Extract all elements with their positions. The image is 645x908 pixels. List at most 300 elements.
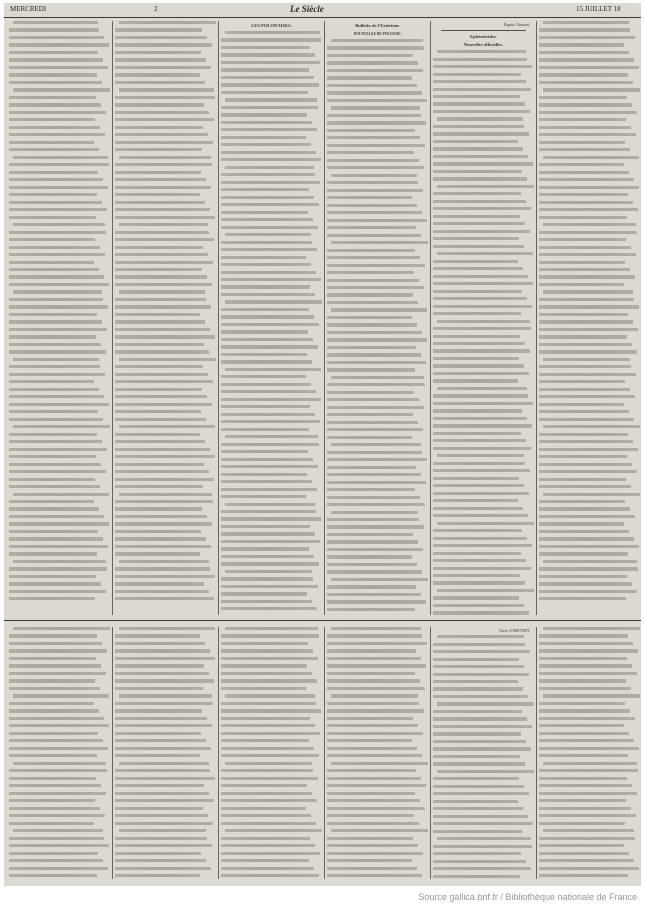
text-line: [221, 188, 309, 191]
text-line: [539, 253, 636, 256]
column-divider: [112, 627, 113, 879]
text-line: [327, 540, 418, 543]
text-line: [539, 335, 627, 338]
text-line: [221, 739, 309, 742]
text-line: [327, 844, 418, 847]
text-line: [9, 410, 98, 413]
text-line: [119, 762, 209, 765]
text-line: [115, 261, 213, 264]
text-line: [221, 61, 320, 64]
text-line: [433, 379, 518, 382]
text-line: [9, 455, 96, 458]
text-line: [539, 283, 624, 286]
text-line: [539, 724, 624, 727]
text-line: [225, 570, 312, 573]
text-line: [13, 88, 110, 91]
text-line: [433, 447, 531, 450]
newspaper-title: Le Siècle: [290, 4, 324, 14]
text-line: [539, 478, 626, 481]
text-line: [539, 433, 628, 436]
text-line: [119, 627, 215, 630]
text-line: [221, 248, 317, 251]
text-line: [221, 285, 310, 288]
text-line: [327, 331, 422, 334]
text-line: [115, 410, 201, 413]
text-line: [433, 364, 524, 367]
text-line: [539, 799, 626, 802]
top-column-3: [221, 21, 322, 615]
text-line: [221, 747, 314, 750]
text-line: [433, 290, 522, 293]
text-line: [221, 136, 306, 139]
text-line: [9, 859, 103, 862]
text-line: [327, 496, 420, 499]
text-line: [115, 103, 204, 106]
text-line: [115, 567, 210, 570]
text-line: [115, 403, 212, 406]
text-line: [327, 413, 413, 416]
text-line: [327, 181, 418, 184]
text-line: [539, 81, 633, 84]
text-line: [539, 111, 637, 114]
text-line: [433, 717, 527, 720]
text-line: [9, 575, 96, 578]
text-line: [433, 342, 525, 345]
text-line: [543, 223, 636, 226]
text-line: [539, 859, 634, 862]
text-line: [327, 608, 415, 611]
text-line: [115, 118, 214, 121]
text-line: [9, 687, 100, 690]
text-line: [433, 162, 533, 165]
text-line: [221, 664, 307, 667]
text-line: [115, 739, 206, 742]
text-line: [433, 650, 530, 653]
text-line: [327, 488, 415, 491]
text-line: [115, 814, 208, 817]
text-line: [433, 132, 529, 135]
text-line: [539, 365, 631, 368]
text-line: [13, 493, 109, 496]
text-line: [433, 680, 518, 683]
text-line: [9, 874, 97, 877]
text-line: [115, 320, 205, 323]
text-line: [115, 859, 206, 862]
text-line: [327, 814, 414, 817]
text-line: [9, 799, 95, 802]
column-divider: [112, 21, 113, 615]
text-line: [115, 216, 215, 219]
text-line: [539, 679, 626, 682]
text-line: [539, 178, 634, 181]
text-line: [433, 65, 532, 68]
text-line: [327, 76, 412, 79]
text-line: [327, 657, 421, 660]
text-line: [221, 330, 308, 333]
text-line: [327, 69, 423, 72]
bottom-column-6: [539, 627, 640, 879]
text-line: [539, 395, 635, 398]
text-line: [225, 31, 320, 34]
text-line: [539, 141, 625, 144]
text-line: [115, 201, 205, 204]
text-line: [221, 837, 310, 840]
text-line: [327, 747, 417, 750]
text-line: [221, 68, 309, 71]
text-line: [115, 852, 201, 855]
text-line: [221, 687, 306, 690]
text-line: [433, 245, 524, 248]
column-divider: [536, 21, 537, 615]
text-line: [327, 264, 425, 267]
text-line: [221, 562, 319, 565]
text-line: [115, 208, 210, 211]
text-line: [9, 365, 100, 368]
text-line: [115, 111, 209, 114]
text-line: [433, 529, 522, 532]
text-line: [539, 597, 626, 600]
text-line: [221, 271, 316, 274]
text-line: [327, 518, 419, 521]
text-line: [327, 166, 424, 169]
text-line: [433, 439, 526, 442]
text-line: [9, 96, 96, 99]
text-line: [9, 440, 102, 443]
newspaper-page: [4, 3, 641, 886]
text-line: [327, 533, 413, 536]
text-line: [539, 814, 636, 817]
text-line: [115, 874, 200, 877]
text-line: [115, 335, 215, 338]
text-line: [115, 178, 206, 181]
text-line: [115, 537, 206, 540]
text-line: [221, 353, 307, 356]
text-line: [433, 349, 530, 352]
text-line: [115, 597, 214, 600]
text-line: [115, 380, 213, 383]
text-line: [433, 860, 526, 863]
text-line: [539, 567, 638, 570]
text-line: [115, 702, 213, 705]
text-line: [115, 81, 205, 84]
text-line: [221, 405, 310, 408]
text-line: [327, 593, 421, 596]
text-line: [225, 300, 322, 303]
text-line: [543, 21, 629, 24]
text-line: [115, 590, 209, 593]
text-line: [433, 469, 530, 472]
text-line: [327, 204, 417, 207]
text-line: [115, 448, 210, 451]
text-line: [115, 463, 204, 466]
text-line: [539, 448, 638, 451]
text-line: [539, 874, 628, 877]
text-line: [433, 102, 525, 105]
text-line: [437, 252, 533, 255]
text-line: [221, 799, 317, 802]
text-line: [221, 540, 320, 543]
text-line: [327, 436, 412, 439]
text-line: [9, 433, 97, 436]
text-line: [9, 73, 97, 76]
text-line: [9, 470, 106, 473]
text-line: [9, 208, 107, 211]
text-line: [221, 443, 319, 446]
text-line: [221, 413, 315, 416]
text-line: [9, 709, 99, 712]
text-line: [327, 279, 419, 282]
text-line: [539, 687, 631, 690]
text-line: [331, 627, 421, 630]
text-line: [539, 777, 627, 780]
text-line: [327, 398, 419, 401]
text-line: [327, 451, 422, 454]
text-line: [115, 343, 204, 346]
text-line: [221, 525, 310, 528]
text-line: [119, 425, 215, 428]
text-line: [539, 739, 634, 742]
text-line: [13, 358, 99, 361]
text-line: [119, 829, 206, 832]
text-line: [221, 218, 313, 221]
text-line: [543, 762, 637, 765]
text-line: [433, 230, 530, 233]
text-line: [327, 792, 415, 795]
text-line: [539, 275, 635, 278]
text-line: [539, 792, 637, 795]
text-line: [433, 710, 522, 713]
text-line: [115, 313, 200, 316]
text-line: [539, 186, 639, 189]
text-line: [221, 420, 320, 423]
text-line: [9, 747, 108, 750]
text-line: [115, 672, 209, 675]
text-line: [115, 126, 203, 129]
text-line: [437, 117, 523, 120]
text-line: [539, 440, 633, 443]
text-line: [221, 592, 307, 595]
text-line: [433, 552, 521, 555]
column-divider: [218, 21, 219, 615]
text-line: [437, 522, 534, 525]
masthead-day: MERCREDI: [10, 5, 47, 13]
text-line: [327, 548, 423, 551]
text-line: [539, 96, 627, 99]
text-line: [13, 694, 109, 697]
source-credit: Source gallica.bnf.fr / Bibliothèque nationale de France: [418, 892, 637, 902]
text-line: [13, 627, 110, 630]
text-line: [327, 406, 424, 409]
text-line: [433, 687, 523, 690]
text-line: [543, 425, 640, 428]
text-line: [115, 186, 211, 189]
text-line: [115, 36, 207, 39]
text-line: [543, 694, 640, 697]
text-line: [433, 275, 528, 278]
text-line: [13, 21, 98, 24]
text-line: [539, 171, 629, 174]
text-line: [9, 702, 94, 705]
text-line: [221, 672, 312, 675]
text-line: [9, 657, 96, 660]
text-line: [115, 141, 213, 144]
text-line: [539, 784, 632, 787]
text-line: [327, 874, 422, 877]
text-line: [115, 73, 200, 76]
text-line: [221, 634, 319, 637]
text-line: [221, 338, 313, 341]
text-line: [221, 859, 309, 862]
text-line: [539, 261, 625, 264]
text-line: [539, 747, 639, 750]
text-line: [221, 874, 319, 877]
text-line: [221, 53, 315, 56]
text-line: [543, 290, 633, 293]
text-line: [115, 709, 202, 712]
text-line: [225, 627, 318, 630]
text-line: [115, 275, 207, 278]
text-line: [9, 350, 106, 353]
text-line: [9, 246, 100, 249]
text-line: [331, 762, 428, 765]
text-line: [9, 201, 102, 204]
text-line: [9, 186, 108, 189]
text-line: [221, 278, 321, 281]
text-line: [9, 463, 101, 466]
text-line: [115, 634, 200, 637]
text-line: [119, 493, 212, 496]
text-line: [9, 373, 105, 376]
text-line: [9, 537, 103, 540]
text-line: [115, 732, 201, 735]
text-line: [327, 99, 427, 102]
text-line: [221, 709, 321, 712]
top-column-5: [433, 21, 534, 615]
text-line: [331, 241, 428, 244]
text-line: [539, 852, 629, 855]
text-line: [327, 679, 420, 682]
text-line: [331, 39, 423, 42]
text-line: [433, 611, 529, 614]
text-line: [221, 844, 315, 847]
text-line: [13, 829, 103, 832]
text-line: [539, 238, 626, 241]
text-line: [115, 43, 212, 46]
text-line: [221, 151, 316, 154]
text-line: [327, 353, 421, 356]
text-line: [221, 754, 319, 757]
text-line: [539, 28, 630, 31]
text-line: [115, 799, 214, 802]
text-line: [539, 350, 637, 353]
text-line: [539, 537, 634, 540]
text-line: [221, 46, 310, 49]
text-line: [9, 852, 98, 855]
text-line: [115, 193, 200, 196]
text-line: [433, 80, 526, 83]
text-line: [115, 418, 206, 421]
bottom-column-1: [9, 627, 110, 879]
text-line: [225, 435, 318, 438]
text-line: [115, 844, 212, 847]
text-line: [9, 597, 95, 600]
text-line: [115, 822, 213, 825]
text-line: [539, 844, 624, 847]
text-line: [327, 859, 412, 862]
text-line: [9, 111, 106, 114]
text-line: [115, 545, 211, 548]
text-line: [115, 724, 212, 727]
text-line: [9, 634, 97, 637]
text-line: [327, 481, 426, 484]
text-line: [539, 732, 629, 735]
text-line: [327, 672, 415, 675]
text-line: [327, 807, 425, 810]
text-line: [539, 43, 624, 46]
top-column-2: [115, 21, 216, 615]
text-line: [115, 777, 215, 780]
text-line: [115, 657, 215, 660]
text-line: [115, 530, 201, 533]
text-line: [9, 335, 96, 338]
text-line: [539, 485, 631, 488]
text-line: [327, 649, 416, 652]
text-line: [115, 58, 206, 61]
text-line: [331, 106, 420, 109]
text-line: [115, 485, 203, 488]
text-line: [115, 552, 200, 555]
column-divider: [430, 21, 431, 615]
text-line: [221, 777, 318, 780]
text-line: [9, 216, 96, 219]
text-line: [433, 327, 531, 330]
text-line: [9, 118, 95, 121]
text-line: [433, 785, 524, 788]
text-line: [539, 193, 628, 196]
text-line: [221, 128, 317, 131]
text-line: [433, 192, 521, 195]
text-line: [327, 196, 412, 199]
text-line: [539, 268, 630, 271]
text-line: [327, 600, 426, 603]
text-line: [115, 283, 212, 286]
text-line: [221, 226, 318, 229]
text-line: [539, 507, 630, 510]
text-line: [115, 171, 201, 174]
text-line: [115, 649, 210, 652]
text-line: [115, 328, 210, 331]
text-line: [327, 837, 413, 840]
text-line: [115, 687, 203, 690]
text-line: [433, 462, 525, 465]
text-line: [9, 253, 105, 256]
text-line: [437, 50, 526, 53]
text-line: [115, 350, 209, 353]
text-line: [539, 672, 637, 675]
text-line: [9, 485, 100, 488]
text-line: [539, 867, 639, 870]
text-line: [327, 286, 424, 289]
text-line: [539, 807, 631, 810]
text-line: [9, 163, 109, 166]
text-line: [539, 837, 635, 840]
text-line: [221, 510, 316, 513]
text-line: [331, 511, 418, 514]
section-heading: Nouvelles officielles.: [463, 42, 504, 48]
text-line: [539, 717, 635, 720]
text-line: [115, 664, 204, 667]
text-line: [433, 282, 533, 285]
